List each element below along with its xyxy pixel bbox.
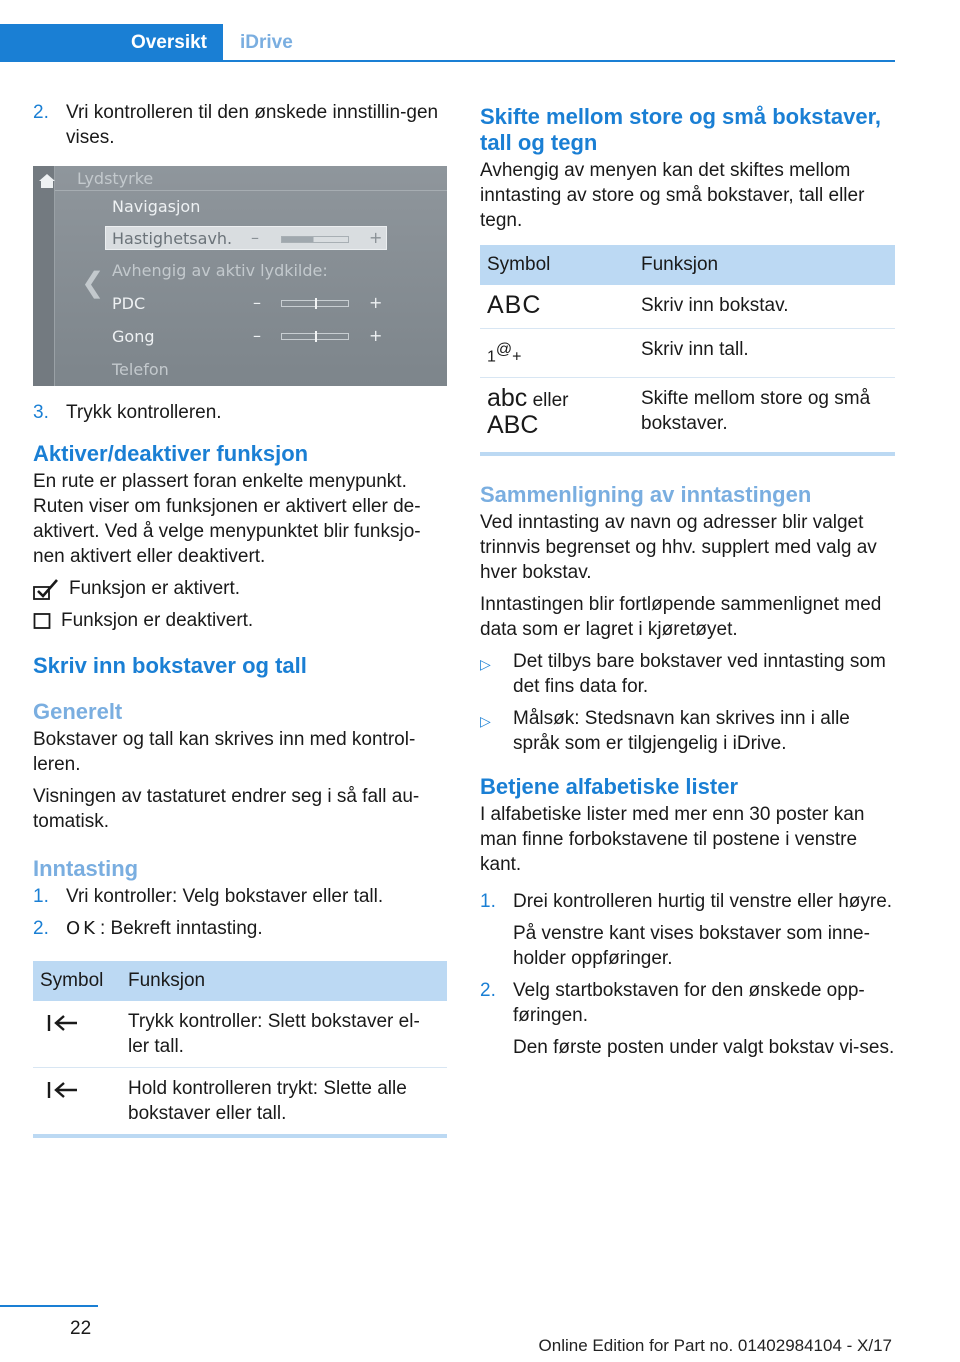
betjene-step-2	[480, 978, 895, 1060]
number-symbol-icon: 1@+	[480, 329, 634, 378]
plus-icon[interactable]: +	[369, 326, 383, 345]
backspace-icon	[46, 1080, 80, 1100]
table-cell-function: Skifte mellom store og små bokstaver.	[641, 388, 871, 435]
step-number: 2.	[480, 980, 496, 1002]
screen-title: Lydstyrke	[77, 169, 154, 188]
step-2	[33, 100, 447, 150]
step-number: 2.	[33, 918, 49, 939]
gong-slider-marker	[315, 331, 317, 342]
step-text: Drei kontrolleren hurtig til venstre eller høyre.	[513, 891, 893, 913]
table-cell-function: Skriv inn bokstav.	[634, 285, 895, 329]
screen-row-gong[interactable]: Gong	[112, 327, 155, 346]
bullet-triangle-icon: ▷	[480, 713, 491, 730]
table-row	[480, 378, 895, 449]
step-subtext: Den første posten under valgt bokstav vi-ses.	[513, 1037, 895, 1059]
inntasting-step-2	[33, 916, 447, 941]
table-row	[480, 329, 895, 378]
home-icon	[36, 170, 58, 192]
heading-sammen: Sammenligning av inntastingen	[480, 482, 812, 508]
step-text: Trykk kontrolleren.	[66, 402, 222, 423]
table-header-funksjon: Funksjon	[634, 245, 895, 285]
checked-text: Funksjon er aktivert.	[69, 578, 241, 599]
pdc-slider-marker	[315, 298, 317, 309]
screen-row-navigasjon[interactable]: Navigasjon	[112, 197, 201, 216]
table-cell-function: Hold kontrolleren trykt: Slette alle bokstaver eller tall.	[128, 1078, 407, 1124]
edition-text: Online Edition for Part no. 01402984104 - X/17	[538, 1336, 892, 1355]
table-header-symbol: Symbol	[33, 961, 121, 1001]
backspace-icon	[46, 1013, 80, 1033]
heading-skriv: Skriv inn bokstaver og tall	[33, 653, 307, 678]
page-header	[0, 24, 895, 62]
plus-icon[interactable]: +	[369, 293, 383, 312]
step-text: : Bekreft inntasting.	[99, 918, 263, 939]
heading-aktiver: Aktiver/deaktiver funksjon	[33, 441, 309, 466]
paragraph-sammen-1: Ved inntasting av navn og adresser blir valget trinnvis begrenset og hhv. supplert med valg av hver bokstav.	[480, 512, 877, 584]
abc-upper-icon: ABC	[487, 411, 539, 440]
step-text: Vri kontroller: Velg bokstaver eller tall.	[66, 886, 384, 907]
table-bottom-rule	[33, 1134, 447, 1138]
bullet-item	[480, 706, 895, 756]
step-text: Velg startbokstaven for den ønskede opp-føringen.	[513, 980, 865, 1027]
screen-row-avhengig: Avhengig av aktiv lydkilde:	[112, 261, 328, 280]
abc-upper-icon: ABC	[487, 291, 542, 319]
right-column	[480, 100, 895, 1067]
footer-rule	[0, 1305, 98, 1307]
tab-idrive[interactable]: iDrive	[240, 32, 293, 53]
back-chevron-icon[interactable]: ❮	[81, 266, 105, 299]
left-column	[33, 100, 447, 1138]
screen-row-telefon[interactable]: Telefon	[112, 360, 169, 379]
table-bottom-rule	[480, 452, 895, 456]
betjene-step-1	[480, 889, 895, 971]
step-number: 1.	[33, 886, 49, 907]
tab-oversikt[interactable]: Oversikt	[0, 24, 223, 62]
checkbox-checked-icon	[33, 578, 59, 600]
minus-icon[interactable]: –	[253, 293, 261, 312]
paragraph-skifte: Avhengig av menyen kan det skiftes mellom inntasting av store og små bokstaver, tall eller tegn.	[480, 160, 865, 231]
paragraph-generelt-1: Bokstaver og tall kan skrives inn med kontrol-leren.	[33, 729, 416, 775]
heading-betjene: Betjene alfabetiske lister	[480, 774, 739, 800]
screen-row-hastighet[interactable]: Hastighetsavh.	[112, 229, 233, 248]
checked-line	[33, 576, 447, 601]
screen-row-pdc[interactable]: PDC	[112, 294, 146, 313]
step-number: 1.	[480, 891, 496, 913]
step-subtext: På venstre kant vises bokstaver som inne-holder oppføringer.	[513, 923, 870, 970]
delete-symbol-table	[33, 961, 447, 1134]
heading-inntasting: Inntasting	[33, 856, 139, 881]
paragraph-aktiver: En rute er plassert foran enkelte menypunkt. Ruten viser om funksjonen er aktivert eller de-aktivert. Ved å velge menypunktet blir funksjo-nen aktivert eller deaktivert.	[33, 471, 421, 567]
table-header-symbol: Symbol	[480, 245, 634, 285]
paragraph-sammen-2: Inntastingen blir fortløpende sammenlignet med data som er lagret i kjøretøyet.	[480, 594, 882, 641]
bullet-item	[480, 649, 895, 699]
heading-generelt: Generelt	[33, 699, 123, 724]
page-number: 22	[70, 1318, 92, 1339]
abc-lower-icon: abc	[487, 384, 528, 413]
plus-icon: +	[369, 228, 383, 247]
heading-skifte: Skifte mellom store og små bokstaver, tall og tegn	[480, 104, 882, 155]
minus-icon[interactable]: –	[253, 326, 261, 345]
table-cell-function: Skriv inn tall.	[634, 329, 895, 378]
step-text: Vri kontrolleren til den ønskede innstillin-gen vises.	[66, 102, 439, 148]
table-header-funksjon: Funksjon	[121, 961, 447, 1001]
checkbox-unchecked-icon	[33, 611, 53, 631]
unchecked-line	[33, 608, 447, 633]
screen-sidebar	[33, 166, 55, 386]
bullet-triangle-icon: ▷	[480, 656, 491, 673]
minus-icon: –	[251, 228, 259, 247]
eller-text: eller	[532, 390, 569, 412]
step-number: 3.	[33, 402, 49, 423]
paragraph-generelt-2: Visningen av tastaturet endrer seg i så fall au-tomatisk.	[33, 786, 420, 832]
step-number: 2.	[33, 102, 49, 123]
step-3	[33, 400, 447, 425]
ok-icon: OK	[66, 918, 98, 939]
table-row	[480, 285, 895, 329]
table-cell-function: Trykk kontroller: Slett bokstaver el-ler tall.	[121, 1001, 447, 1068]
bullet-text: Målsøk: Stedsnavn kan skrives inn i alle språk som er tilgjengelig i iDrive.	[513, 708, 850, 755]
paragraph-betjene: I alfabetiske lister med mer enn 30 poster kan man finne forbokstavene til postene i venstre kant.	[480, 804, 865, 876]
bullet-text: Det tilbys bare bokstaver ved inntasting som det fins data for.	[513, 651, 886, 698]
inntasting-step-1	[33, 884, 447, 909]
idrive-screenshot	[33, 166, 447, 386]
unchecked-text: Funksjon er deaktivert.	[61, 610, 254, 631]
table-row	[33, 1001, 447, 1068]
keyboard-mode-table	[480, 245, 895, 448]
speed-slider[interactable]	[281, 236, 349, 243]
table-row	[33, 1068, 447, 1135]
